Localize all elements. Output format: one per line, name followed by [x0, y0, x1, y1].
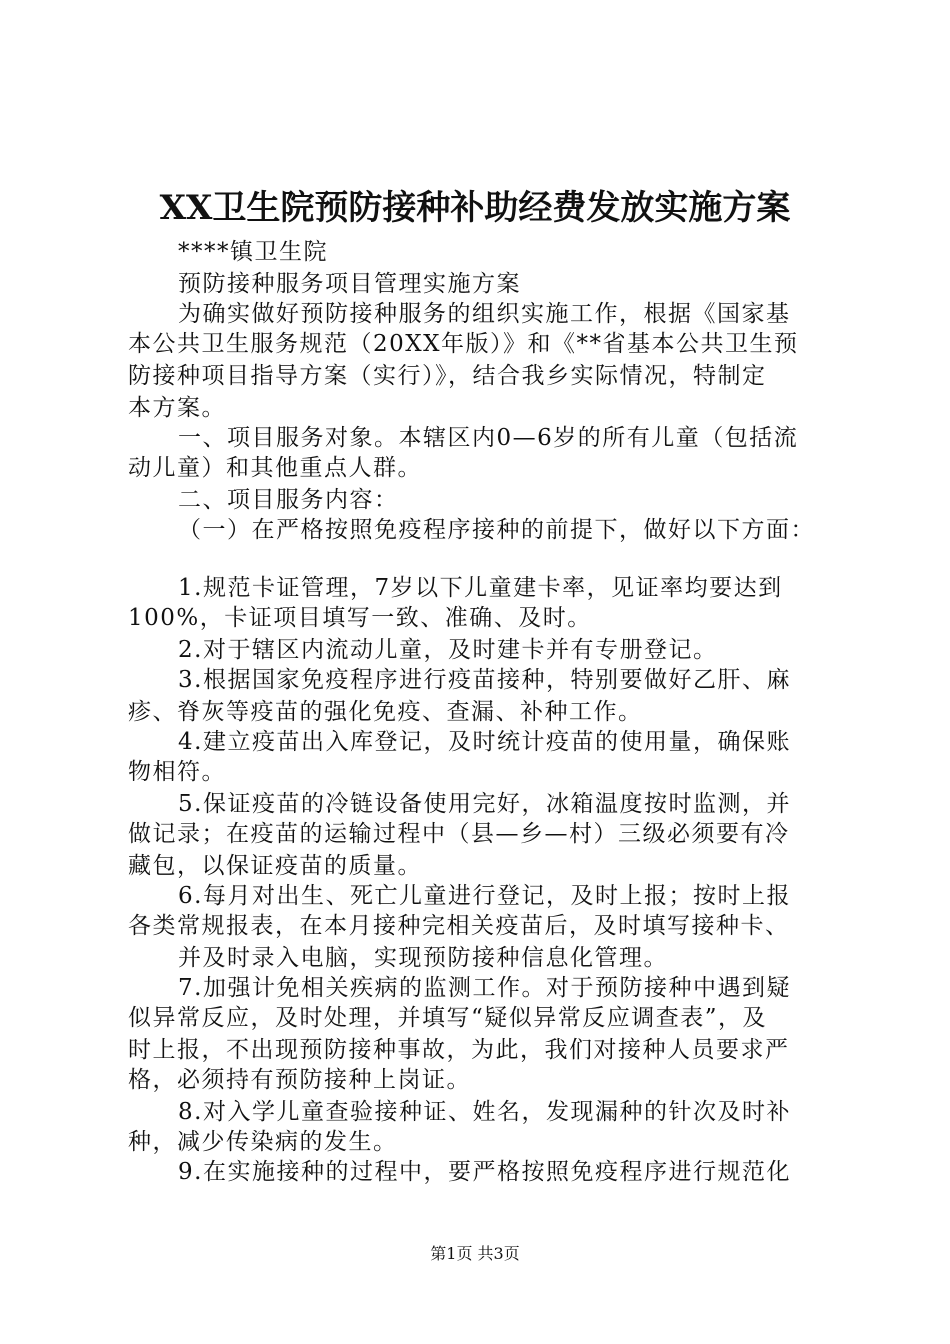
list-item: 100%，卡证项目填写一致、准确、及时。 [128, 605, 592, 631]
list-item: 4.建立疫苗出入库登记，及时统计疫苗的使用量，确保账 [178, 729, 791, 755]
list-item: 5.保证疫苗的冷链设备使用完好，冰箱温度按时监测，并 [178, 791, 791, 817]
section-heading: 二、项目服务内容： [178, 487, 399, 513]
list-item: 种，减少传染病的发生。 [128, 1129, 398, 1155]
list-item: 藏包，以保证疫苗的质量。 [128, 853, 422, 879]
list-item: 1.规范卡证管理，7岁以下儿童建卡率，见证率均要达到 [178, 575, 783, 601]
list-item: 8.对入学儿童查验接种证、姓名，发现漏种的针次及时补 [178, 1099, 791, 1125]
list-item: 2.对于辖区内流动儿童，及时建卡并有专册登记。 [178, 637, 718, 663]
body-line: ****镇卫生院 [178, 239, 328, 265]
list-item: 9.在实施接种的过程中，要严格按照免疫程序进行规范化 [178, 1159, 791, 1185]
body-line: 本公共卫生服务规范（20XX年版）》和《**省基本公共卫生预 [128, 331, 799, 357]
list-item: 7.加强计免相关疾病的监测工作。对于预防接种中遇到疑 [178, 975, 791, 1001]
body-line: 一、项目服务对象。本辖区内0—6岁的所有儿童（包括流 [178, 425, 799, 451]
list-item: 时上报，不出现预防接种事故，为此，我们对接种人员要求严 [128, 1037, 790, 1063]
document-title: XX卫生院预防接种补助经费发放实施方案 [159, 188, 791, 228]
body-line: 动儿童）和其他重点人群。 [128, 455, 422, 481]
list-item: 物相符。 [128, 759, 226, 785]
page-footer: 第1页 共3页 [430, 1244, 520, 1263]
list-item: 并及时录入电脑，实现预防接种信息化管理。 [178, 945, 668, 971]
list-item: 6.每月对出生、死亡儿童进行登记，及时上报；按时上报 [178, 883, 791, 909]
list-item: 疹、脊灰等疫苗的强化免疫、查漏、补种工作。 [128, 699, 643, 725]
list-item: 做记录；在疫苗的运输过程中（县—乡—村）三级必须要有冷 [128, 821, 790, 847]
list-item: 格，必须持有预防接种上岗证。 [128, 1067, 471, 1093]
list-item: 3.根据国家免疫程序进行疫苗接种，特别要做好乙肝、麻 [178, 667, 791, 693]
body-line: 为确实做好预防接种服务的组织实施工作，根据《国家基 [178, 301, 791, 327]
body-line: 预防接种服务项目管理实施方案 [178, 271, 521, 297]
list-item: 各类常规报表，在本月接种完相关疫苗后，及时填写接种卡、 [128, 913, 790, 939]
body-line: 防接种项目指导方案（实行）》，结合我乡实际情况，特制定 [128, 363, 767, 389]
body-line: 本方案。 [128, 395, 226, 421]
subsection-heading: （一）在严格按照免疫程序接种的前提下，做好以下方面： [178, 517, 815, 543]
list-item: 似异常反应，及时处理，并填写“疑似异常反应调查表”，及 [128, 1005, 768, 1031]
